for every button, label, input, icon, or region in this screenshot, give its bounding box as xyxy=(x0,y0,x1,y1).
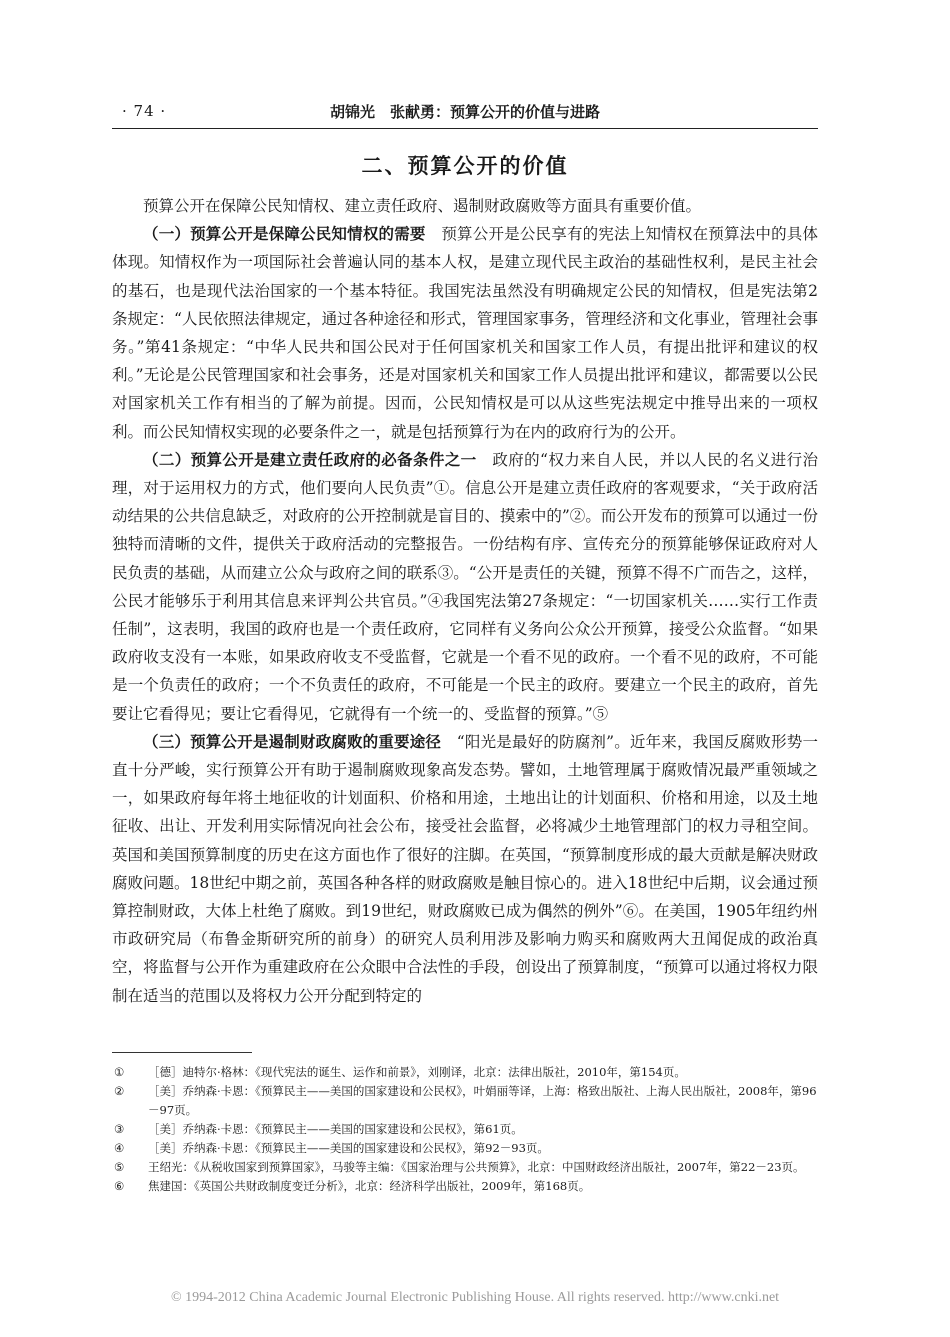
paragraph-text: 预算公开是公民享有的宪法上知情权在预算法中的具体体现。知情权作为一项国际社会普遍认同的基本人权，是建立现代民主政治的基础性权利，是民主社会的基石，也是现代法治国家的一个基本特征。我国宪法虽然没有明确规定公民的知情权，但是宪法第2条规定：“人民依照法律规定，通过各种途径和形式，管理国家事务，管理经济和文化事业，管理社会事务。”第41条规定：“中华人民共和国公民对于任何国家机关和国家工作人员，有提出批评和建议的权利。”无论是公民管理国家和社会事务，还是对国家机关和国家工作人员提出批评和建议，都需要以公民对国家机关工作有相当的了解为前提。因而，公民知情权是可以从这些宪法规定中推导出来的一项权利。而公民知情权实现的必要条件之一，就是包括预算行为在内的政府行为的公开。 xyxy=(112,225,818,441)
running-title: 胡锦光 张献勇：预算公开的价值与进路 xyxy=(329,103,600,121)
paragraph-right-to-know xyxy=(112,220,818,446)
body-text xyxy=(112,192,818,1010)
paragraph-anti-corruption xyxy=(112,728,818,1010)
footnote-mark: ⑤ xyxy=(114,1160,125,1174)
footnote-text: 王绍光：《从税收国家到预算国家》，马骏等主编：《国家治理与公共预算》，北京：中国财政经济出版社，2007年，第22－23页。 xyxy=(148,1160,805,1174)
paragraph-text: “阳光是最好的防腐剂”。近年来，我国反腐败形势一直十分严峻，实行预算公开有助于遏制腐败现象高发态势。譬如，土地管理属于腐败情况最严重领域之一，如果政府每年将土地征收的计划面积、价格和用途，土地出让的计划面积、价格和用途，以及土地征收、出让、开发利用实际情况向社会公布，接受社会监督，必将减少土地管理部门的权力寻租空间。英国和美国预算制度的历史在这方面也作了很好的注脚。在英国，“预算制度形成的最大贡献是解决财政腐败问题。18世纪中期之前，英国各种各样的财政腐败是触目惊心的。进入18世纪中后期，议会通过预算控制财政，大体上杜绝了腐败。到19世纪，财政腐败已成为偶然的例外”⑥。在美国，1905年纽约州市政研究局（布鲁金斯研究所的前身）的研究人员利用涉及影响力购买和腐败两大丑闻促成的政治真空，将监督与公开作为重建政府在公众眼中合法性的手段，创设出了预算制度，“预算可以通过将权力限制在适当的范围以及将权力公开分配到特定的 xyxy=(112,732,818,1005)
footnote-text: 焦建国：《英国公共财政制度变迁分析》，北京：经济科学出版社，2009年，第168页。 xyxy=(148,1179,591,1193)
footnote-mark: ① xyxy=(114,1065,125,1079)
footnote xyxy=(112,1177,818,1196)
footnote xyxy=(112,1158,818,1177)
footnote-text: ［美］乔纳森·卡恩：《预算民主——美国的国家建设和公民权》，第61页。 xyxy=(148,1122,523,1136)
footnote-mark: ⑥ xyxy=(114,1179,125,1193)
section-title: 二、预算公开的价值 xyxy=(361,153,569,178)
footnote-text: ［德］迪特尔·格林：《现代宪法的诞生、运作和前景》，刘刚译，北京：法律出版社，2010年，第154页。 xyxy=(148,1065,686,1079)
footnote xyxy=(112,1063,818,1082)
footnote xyxy=(112,1139,818,1158)
footnote-text: ［美］乔纳森·卡恩：《预算民主——美国的国家建设和公民权》，叶娟丽等译，上海：格致出版社、上海人民出版社，2008年，第96－97页。 xyxy=(148,1084,817,1117)
paragraph-responsible-government xyxy=(112,446,818,728)
footnote xyxy=(112,1082,818,1120)
paragraph-text: 政府的“权力来自人民，并以人民的名义进行治理，对于运用权力的方式，他们要向人民负责”①。信息公开是建立责任政府的客观要求，“关于政府活动结果的公共信息缺乏，对政府的公开控制就是盲目的、摸索中的”②。而公开发布的预算可以通过一份独特而清晰的文件，提供关于政府活动的完整报告。一份结构有序、宣传充分的预算能够保证政府对人民负责的基础，从而建立公众与政府之间的联系③。“公开是责任的关键，预算不得不广而告之，这样，公民才能够乐于利用其信息来评判公共官员。”④我国宪法第27条规定：“一切国家机关……实行工作责任制”，这表明，我国的政府也是一个责任政府，它同样有义务向公众公开预算，接受公众监督。“如果政府收支没有一本账，如果政府收支不受监督，它就是一个看不见的政府。一个看不见的政府，不可能是一个负责任的政府；一个不负责任的政府，不可能是一个民主的政府。要建立一个民主的政府，首先要让它看得见；要让它看得见，它就得有一个统一的、受监督的预算。”⑤ xyxy=(112,450,818,723)
paragraph-intro xyxy=(112,192,818,220)
footnote-mark: ③ xyxy=(114,1122,125,1136)
footnote-mark: ④ xyxy=(114,1141,125,1155)
footnotes xyxy=(112,1063,818,1196)
footnote-text: ［美］乔纳森·卡恩：《预算民主——美国的国家建设和公民权》，第92－93页。 xyxy=(148,1141,549,1155)
paragraph-lead: （三）预算公开是遏制财政腐败的重要途径 xyxy=(143,732,442,751)
footnote-separator xyxy=(112,1052,252,1053)
running-header xyxy=(112,96,818,129)
page-number: · 74 · xyxy=(122,102,167,120)
copyright-watermark: © 1994-2012 China Academic Journal Electronic Publishing House. All rights reserved. http://www.cnki.net xyxy=(170,1290,780,1305)
paragraph-lead: （二）预算公开是建立责任政府的必备条件之一 xyxy=(143,450,477,469)
paragraph-text: 预算公开在保障公民知情权、建立责任政府、遏制财政腐败等方面具有重要价值。 xyxy=(143,197,702,215)
paragraph-lead: （一）预算公开是保障公民知情权的需要 xyxy=(143,225,426,244)
footnote xyxy=(112,1120,818,1139)
footnote-mark: ② xyxy=(114,1084,125,1098)
